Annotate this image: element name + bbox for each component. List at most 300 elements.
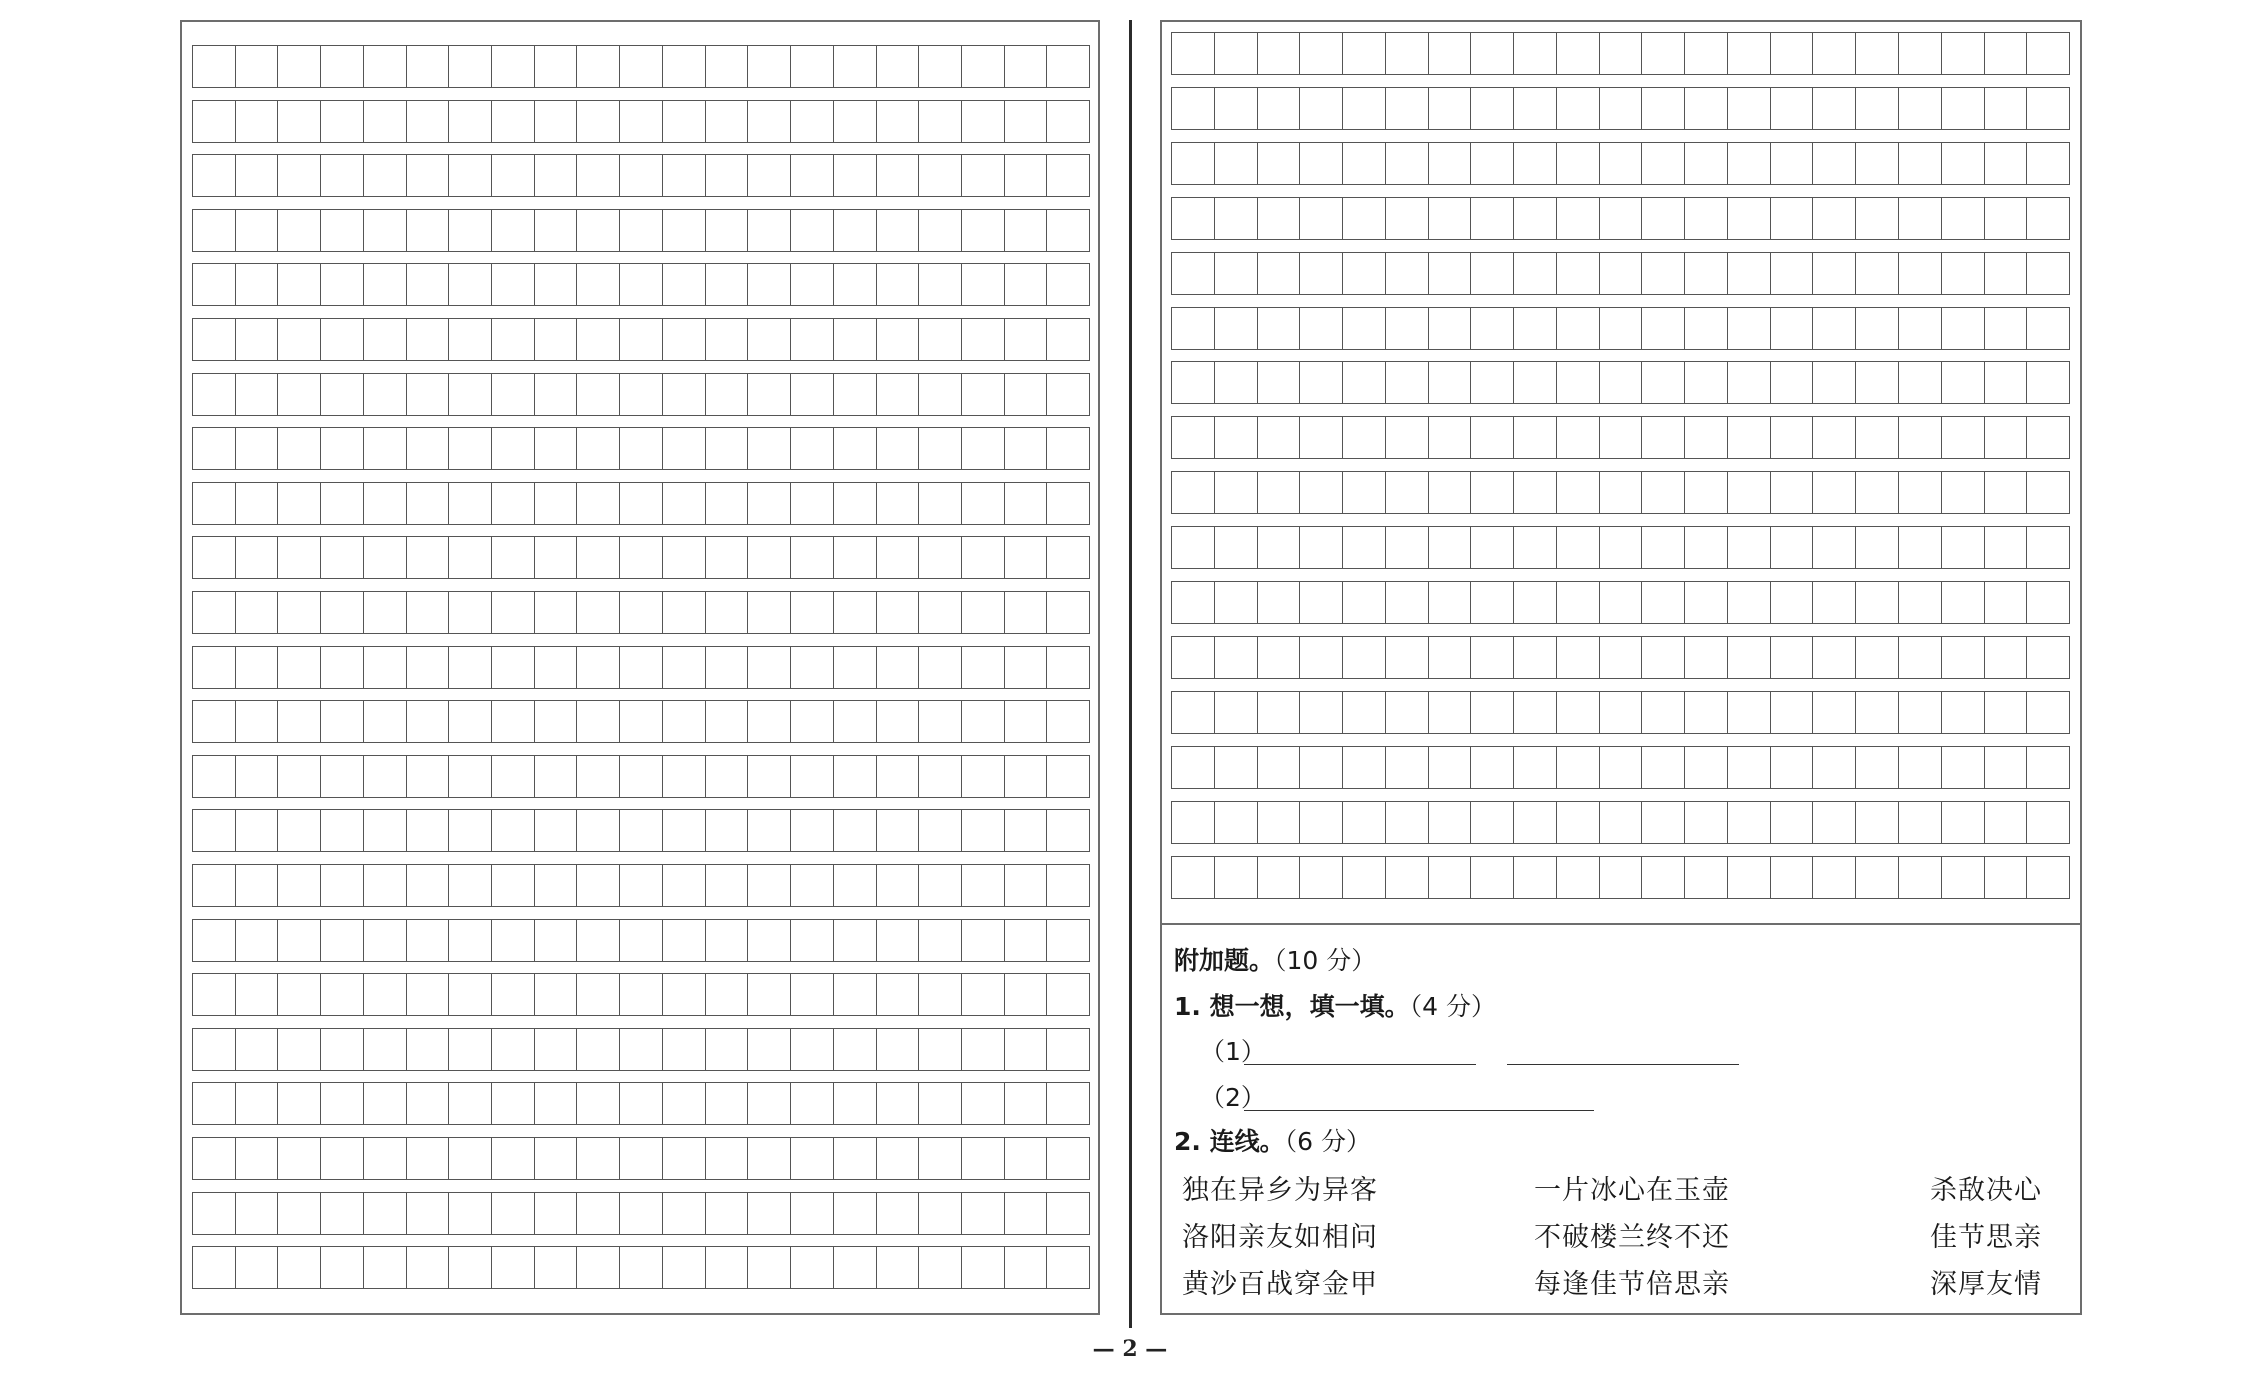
grid-cell[interactable] — [535, 592, 578, 633]
grid-cell[interactable] — [620, 810, 663, 851]
grid-cell[interactable] — [1557, 857, 1600, 898]
grid-cell[interactable] — [492, 1193, 535, 1234]
grid-cell[interactable] — [663, 865, 706, 906]
grid-cell[interactable] — [834, 1083, 877, 1124]
grid-cell[interactable] — [449, 155, 492, 196]
grid-cell[interactable] — [877, 264, 920, 305]
grid-cell[interactable] — [1899, 143, 1942, 184]
grid-cell[interactable] — [1005, 264, 1048, 305]
grid-cell[interactable] — [1047, 701, 1089, 742]
grid-cell[interactable] — [449, 810, 492, 851]
match-a-3[interactable]: 黄沙百战穿金甲 — [1182, 1269, 1378, 1300]
grid-cell[interactable] — [1047, 920, 1089, 961]
grid-cell[interactable] — [1600, 308, 1643, 349]
grid-cell[interactable] — [278, 756, 321, 797]
grid-cell[interactable] — [1005, 537, 1048, 578]
grid-cell[interactable] — [407, 264, 450, 305]
grid-cell[interactable] — [1728, 527, 1771, 568]
grid-cell[interactable] — [407, 810, 450, 851]
grid-cell[interactable] — [321, 101, 364, 142]
grid-cell[interactable] — [748, 374, 791, 415]
grid-cell[interactable] — [919, 374, 962, 415]
grid-cell[interactable] — [1386, 143, 1429, 184]
grid-cell[interactable] — [1172, 417, 1215, 458]
grid-cell[interactable] — [449, 101, 492, 142]
grid-cell[interactable] — [919, 647, 962, 688]
grid-cell[interactable] — [492, 647, 535, 688]
grid-cell[interactable] — [364, 264, 407, 305]
grid-cell[interactable] — [1856, 253, 1899, 294]
grid-cell[interactable] — [1215, 198, 1258, 239]
grid-cell[interactable] — [1642, 198, 1685, 239]
grid-cell[interactable] — [1047, 428, 1089, 469]
grid-cell[interactable] — [1005, 428, 1048, 469]
grid-cell[interactable] — [791, 483, 834, 524]
grid-cell[interactable] — [877, 210, 920, 251]
grid-cell[interactable] — [1642, 582, 1685, 623]
answer-line-1b[interactable] — [1507, 1064, 1739, 1065]
grid-cell[interactable] — [1942, 582, 1985, 623]
grid-cell[interactable] — [1942, 802, 1985, 843]
grid-cell[interactable] — [1215, 582, 1258, 623]
grid-cell[interactable] — [1172, 527, 1215, 568]
grid-cell[interactable] — [1856, 527, 1899, 568]
grid-cell[interactable] — [1047, 537, 1089, 578]
grid-cell[interactable] — [236, 374, 279, 415]
grid-cell[interactable] — [1172, 692, 1215, 733]
grid-cell[interactable] — [1813, 253, 1856, 294]
grid-cell[interactable] — [1300, 637, 1343, 678]
grid-cell[interactable] — [321, 155, 364, 196]
grid-cell[interactable] — [1005, 701, 1048, 742]
grid-cell[interactable] — [1215, 747, 1258, 788]
grid-cell[interactable] — [1258, 417, 1301, 458]
grid-cell[interactable] — [278, 374, 321, 415]
grid-cell[interactable] — [193, 592, 236, 633]
grid-cell[interactable] — [1813, 143, 1856, 184]
grid-cell[interactable] — [449, 974, 492, 1015]
grid-cell[interactable] — [236, 1193, 279, 1234]
grid-cell[interactable] — [407, 865, 450, 906]
grid-cell[interactable] — [1557, 362, 1600, 403]
grid-cell[interactable] — [449, 1083, 492, 1124]
grid-cell[interactable] — [193, 374, 236, 415]
grid-cell[interactable] — [1557, 33, 1600, 74]
grid-cell[interactable] — [748, 155, 791, 196]
grid-cell[interactable] — [877, 756, 920, 797]
grid-cell[interactable] — [1600, 637, 1643, 678]
grid-cell[interactable] — [321, 865, 364, 906]
grid-cell[interactable] — [1813, 857, 1856, 898]
grid-cell[interactable] — [1343, 308, 1386, 349]
grid-cell[interactable] — [1172, 198, 1215, 239]
grid-cell[interactable] — [2027, 417, 2069, 458]
grid-cell[interactable] — [278, 210, 321, 251]
grid-cell[interactable] — [1300, 88, 1343, 129]
grid-cell[interactable] — [535, 647, 578, 688]
grid-cell[interactable] — [1005, 1193, 1048, 1234]
grid-cell[interactable] — [1514, 88, 1557, 129]
grid-cell[interactable] — [407, 592, 450, 633]
grid-cell[interactable] — [1985, 637, 2028, 678]
grid-cell[interactable] — [364, 1193, 407, 1234]
grid-cell[interactable] — [663, 483, 706, 524]
grid-cell[interactable] — [577, 428, 620, 469]
grid-cell[interactable] — [1343, 198, 1386, 239]
grid-cell[interactable] — [193, 1083, 236, 1124]
grid-cell[interactable] — [1047, 319, 1089, 360]
grid-cell[interactable] — [321, 319, 364, 360]
grid-cell[interactable] — [706, 865, 749, 906]
grid-cell[interactable] — [1047, 865, 1089, 906]
grid-cell[interactable] — [364, 865, 407, 906]
grid-cell[interactable] — [449, 647, 492, 688]
grid-cell[interactable] — [193, 46, 236, 87]
grid-cell[interactable] — [364, 483, 407, 524]
grid-cell[interactable] — [1856, 88, 1899, 129]
grid-cell[interactable] — [577, 46, 620, 87]
grid-cell[interactable] — [1557, 253, 1600, 294]
grid-cell[interactable] — [364, 319, 407, 360]
grid-cell[interactable] — [1899, 857, 1942, 898]
grid-cell[interactable] — [1343, 857, 1386, 898]
grid-cell[interactable] — [236, 537, 279, 578]
grid-cell[interactable] — [791, 810, 834, 851]
grid-cell[interactable] — [1642, 362, 1685, 403]
grid-cell[interactable] — [834, 46, 877, 87]
grid-cell[interactable] — [706, 374, 749, 415]
grid-cell[interactable] — [834, 428, 877, 469]
grid-cell[interactable] — [407, 1193, 450, 1234]
match-a-2[interactable]: 洛阳亲友如相问 — [1182, 1222, 1378, 1253]
grid-cell[interactable] — [1685, 472, 1728, 513]
grid-cell[interactable] — [663, 920, 706, 961]
grid-cell[interactable] — [1813, 198, 1856, 239]
grid-cell[interactable] — [919, 974, 962, 1015]
grid-cell[interactable] — [1899, 747, 1942, 788]
grid-cell[interactable] — [1429, 253, 1472, 294]
grid-cell[interactable] — [193, 537, 236, 578]
grid-cell[interactable] — [492, 701, 535, 742]
grid-cell[interactable] — [2027, 253, 2069, 294]
grid-cell[interactable] — [1771, 143, 1814, 184]
grid-cell[interactable] — [1172, 88, 1215, 129]
grid-cell[interactable] — [962, 920, 1005, 961]
grid-cell[interactable] — [1685, 143, 1728, 184]
grid-cell[interactable] — [449, 1029, 492, 1070]
grid-cell[interactable] — [193, 264, 236, 305]
grid-cell[interactable] — [577, 1083, 620, 1124]
grid-cell[interactable] — [278, 810, 321, 851]
grid-cell[interactable] — [663, 264, 706, 305]
grid-cell[interactable] — [193, 1138, 236, 1179]
grid-cell[interactable] — [663, 701, 706, 742]
grid-cell[interactable] — [1514, 692, 1557, 733]
grid-cell[interactable] — [834, 1247, 877, 1288]
grid-cell[interactable] — [278, 1029, 321, 1070]
grid-cell[interactable] — [706, 701, 749, 742]
grid-cell[interactable] — [748, 101, 791, 142]
grid-cell[interactable] — [1471, 747, 1514, 788]
grid-cell[interactable] — [1005, 1138, 1048, 1179]
grid-cell[interactable] — [1942, 143, 1985, 184]
grid-cell[interactable] — [1386, 637, 1429, 678]
grid-cell[interactable] — [236, 592, 279, 633]
grid-cell[interactable] — [663, 155, 706, 196]
grid-cell[interactable] — [1300, 747, 1343, 788]
grid-cell[interactable] — [791, 537, 834, 578]
grid-cell[interactable] — [1471, 33, 1514, 74]
grid-cell[interactable] — [535, 483, 578, 524]
grid-cell[interactable] — [919, 592, 962, 633]
grid-cell[interactable] — [834, 701, 877, 742]
grid-cell[interactable] — [236, 210, 279, 251]
grid-cell[interactable] — [449, 1138, 492, 1179]
grid-cell[interactable] — [791, 46, 834, 87]
grid-cell[interactable] — [1985, 472, 2028, 513]
grid-cell[interactable] — [834, 319, 877, 360]
grid-cell[interactable] — [449, 1193, 492, 1234]
grid-cell[interactable] — [706, 756, 749, 797]
grid-cell[interactable] — [1685, 253, 1728, 294]
grid-cell[interactable] — [1942, 692, 1985, 733]
grid-cell[interactable] — [1258, 362, 1301, 403]
grid-cell[interactable] — [1258, 143, 1301, 184]
grid-cell[interactable] — [577, 537, 620, 578]
grid-cell[interactable] — [492, 756, 535, 797]
grid-cell[interactable] — [407, 537, 450, 578]
grid-cell[interactable] — [1047, 810, 1089, 851]
grid-cell[interactable] — [1813, 582, 1856, 623]
grid-cell[interactable] — [1215, 143, 1258, 184]
grid-cell[interactable] — [1600, 747, 1643, 788]
grid-cell[interactable] — [1856, 143, 1899, 184]
grid-cell[interactable] — [535, 1193, 578, 1234]
grid-cell[interactable] — [962, 592, 1005, 633]
match-b-2[interactable]: 不破楼兰终不还 — [1534, 1222, 1730, 1253]
grid-cell[interactable] — [1386, 198, 1429, 239]
grid-cell[interactable] — [449, 428, 492, 469]
grid-cell[interactable] — [1728, 33, 1771, 74]
grid-cell[interactable] — [877, 46, 920, 87]
grid-cell[interactable] — [278, 319, 321, 360]
grid-cell[interactable] — [321, 537, 364, 578]
grid-cell[interactable] — [1005, 319, 1048, 360]
grid-cell[interactable] — [492, 592, 535, 633]
grid-cell[interactable] — [492, 428, 535, 469]
grid-cell[interactable] — [1685, 527, 1728, 568]
grid-cell[interactable] — [1856, 857, 1899, 898]
grid-cell[interactable] — [1258, 582, 1301, 623]
grid-cell[interactable] — [1642, 308, 1685, 349]
grid-cell[interactable] — [919, 1029, 962, 1070]
grid-cell[interactable] — [1728, 417, 1771, 458]
grid-cell[interactable] — [791, 101, 834, 142]
grid-cell[interactable] — [1343, 362, 1386, 403]
grid-cell[interactable] — [1471, 637, 1514, 678]
grid-cell[interactable] — [962, 374, 1005, 415]
grid-cell[interactable] — [321, 374, 364, 415]
grid-cell[interactable] — [1514, 637, 1557, 678]
grid-cell[interactable] — [919, 155, 962, 196]
grid-cell[interactable] — [1942, 472, 1985, 513]
grid-cell[interactable] — [663, 1138, 706, 1179]
grid-cell[interactable] — [449, 865, 492, 906]
grid-cell[interactable] — [1813, 802, 1856, 843]
grid-cell[interactable] — [1429, 33, 1472, 74]
grid-cell[interactable] — [1258, 308, 1301, 349]
grid-cell[interactable] — [1172, 747, 1215, 788]
grid-cell[interactable] — [791, 210, 834, 251]
grid-cell[interactable] — [492, 1083, 535, 1124]
grid-cell[interactable] — [577, 974, 620, 1015]
grid-cell[interactable] — [748, 1083, 791, 1124]
grid-cell[interactable] — [1642, 802, 1685, 843]
grid-cell[interactable] — [791, 701, 834, 742]
grid-cell[interactable] — [236, 101, 279, 142]
grid-cell[interactable] — [834, 647, 877, 688]
grid-cell[interactable] — [278, 647, 321, 688]
grid-cell[interactable] — [1899, 582, 1942, 623]
grid-cell[interactable] — [1728, 253, 1771, 294]
grid-cell[interactable] — [1685, 637, 1728, 678]
grid-cell[interactable] — [1557, 747, 1600, 788]
grid-cell[interactable] — [748, 592, 791, 633]
grid-cell[interactable] — [1600, 857, 1643, 898]
grid-cell[interactable] — [620, 920, 663, 961]
grid-cell[interactable] — [1005, 865, 1048, 906]
grid-cell[interactable] — [364, 701, 407, 742]
grid-cell[interactable] — [321, 920, 364, 961]
grid-cell[interactable] — [1047, 1247, 1089, 1288]
grid-cell[interactable] — [791, 428, 834, 469]
grid-cell[interactable] — [663, 46, 706, 87]
grid-cell[interactable] — [321, 1247, 364, 1288]
grid-cell[interactable] — [1215, 253, 1258, 294]
grid-cell[interactable] — [364, 155, 407, 196]
grid-cell[interactable] — [1047, 483, 1089, 524]
grid-cell[interactable] — [492, 264, 535, 305]
grid-cell[interactable] — [1813, 33, 1856, 74]
grid-cell[interactable] — [492, 210, 535, 251]
grid-cell[interactable] — [1899, 417, 1942, 458]
grid-cell[interactable] — [321, 483, 364, 524]
grid-cell[interactable] — [706, 46, 749, 87]
grid-cell[interactable] — [278, 483, 321, 524]
grid-cell[interactable] — [1514, 582, 1557, 623]
grid-cell[interactable] — [1172, 143, 1215, 184]
grid-cell[interactable] — [877, 155, 920, 196]
grid-cell[interactable] — [1899, 472, 1942, 513]
grid-cell[interactable] — [1771, 417, 1814, 458]
grid-cell[interactable] — [962, 101, 1005, 142]
grid-cell[interactable] — [1047, 592, 1089, 633]
grid-cell[interactable] — [1942, 198, 1985, 239]
grid-cell[interactable] — [1642, 527, 1685, 568]
match-b-1[interactable]: 一片冰心在玉壶 — [1534, 1175, 1730, 1206]
grid-cell[interactable] — [1899, 362, 1942, 403]
grid-cell[interactable] — [2027, 692, 2069, 733]
grid-cell[interactable] — [791, 1193, 834, 1234]
grid-cell[interactable] — [449, 483, 492, 524]
grid-cell[interactable] — [1429, 692, 1472, 733]
grid-cell[interactable] — [1557, 417, 1600, 458]
grid-cell[interactable] — [321, 1138, 364, 1179]
grid-cell[interactable] — [834, 974, 877, 1015]
grid-cell[interactable] — [1856, 692, 1899, 733]
grid-cell[interactable] — [1343, 692, 1386, 733]
grid-cell[interactable] — [1985, 88, 2028, 129]
grid-cell[interactable] — [193, 1029, 236, 1070]
grid-cell[interactable] — [663, 210, 706, 251]
grid-cell[interactable] — [748, 537, 791, 578]
grid-cell[interactable] — [364, 101, 407, 142]
grid-cell[interactable] — [791, 1029, 834, 1070]
grid-cell[interactable] — [620, 974, 663, 1015]
grid-cell[interactable] — [1985, 527, 2028, 568]
match-a-1[interactable]: 独在异乡为异客 — [1182, 1175, 1378, 1206]
grid-cell[interactable] — [1600, 88, 1643, 129]
grid-cell[interactable] — [748, 920, 791, 961]
grid-cell[interactable] — [620, 1029, 663, 1070]
grid-cell[interactable] — [1300, 143, 1343, 184]
grid-cell[interactable] — [407, 1029, 450, 1070]
grid-cell[interactable] — [407, 701, 450, 742]
grid-cell[interactable] — [919, 46, 962, 87]
grid-cell[interactable] — [449, 210, 492, 251]
grid-cell[interactable] — [1813, 88, 1856, 129]
grid-cell[interactable] — [407, 210, 450, 251]
grid-cell[interactable] — [577, 647, 620, 688]
grid-cell[interactable] — [1258, 637, 1301, 678]
grid-cell[interactable] — [1899, 88, 1942, 129]
grid-cell[interactable] — [1215, 857, 1258, 898]
grid-cell[interactable] — [962, 810, 1005, 851]
grid-cell[interactable] — [193, 319, 236, 360]
grid-cell[interactable] — [706, 1138, 749, 1179]
grid-cell[interactable] — [706, 155, 749, 196]
grid-cell[interactable] — [1899, 33, 1942, 74]
grid-cell[interactable] — [535, 155, 578, 196]
grid-cell[interactable] — [706, 210, 749, 251]
grid-cell[interactable] — [1215, 308, 1258, 349]
answer-line-1a[interactable] — [1244, 1064, 1476, 1065]
grid-cell[interactable] — [1771, 747, 1814, 788]
grid-cell[interactable] — [1985, 747, 2028, 788]
grid-cell[interactable] — [535, 46, 578, 87]
grid-cell[interactable] — [663, 428, 706, 469]
grid-cell[interactable] — [748, 974, 791, 1015]
grid-cell[interactable] — [1005, 210, 1048, 251]
grid-cell[interactable] — [1728, 747, 1771, 788]
grid-cell[interactable] — [2027, 143, 2069, 184]
grid-cell[interactable] — [748, 1029, 791, 1070]
grid-cell[interactable] — [1300, 417, 1343, 458]
grid-cell[interactable] — [919, 756, 962, 797]
grid-cell[interactable] — [1600, 33, 1643, 74]
grid-cell[interactable] — [1514, 857, 1557, 898]
grid-cell[interactable] — [1429, 747, 1472, 788]
grid-cell[interactable] — [620, 374, 663, 415]
grid-cell[interactable] — [1514, 143, 1557, 184]
grid-cell[interactable] — [577, 210, 620, 251]
grid-cell[interactable] — [1600, 417, 1643, 458]
grid-cell[interactable] — [919, 1138, 962, 1179]
grid-cell[interactable] — [620, 483, 663, 524]
grid-cell[interactable] — [834, 1029, 877, 1070]
grid-cell[interactable] — [1685, 33, 1728, 74]
grid-cell[interactable] — [535, 264, 578, 305]
